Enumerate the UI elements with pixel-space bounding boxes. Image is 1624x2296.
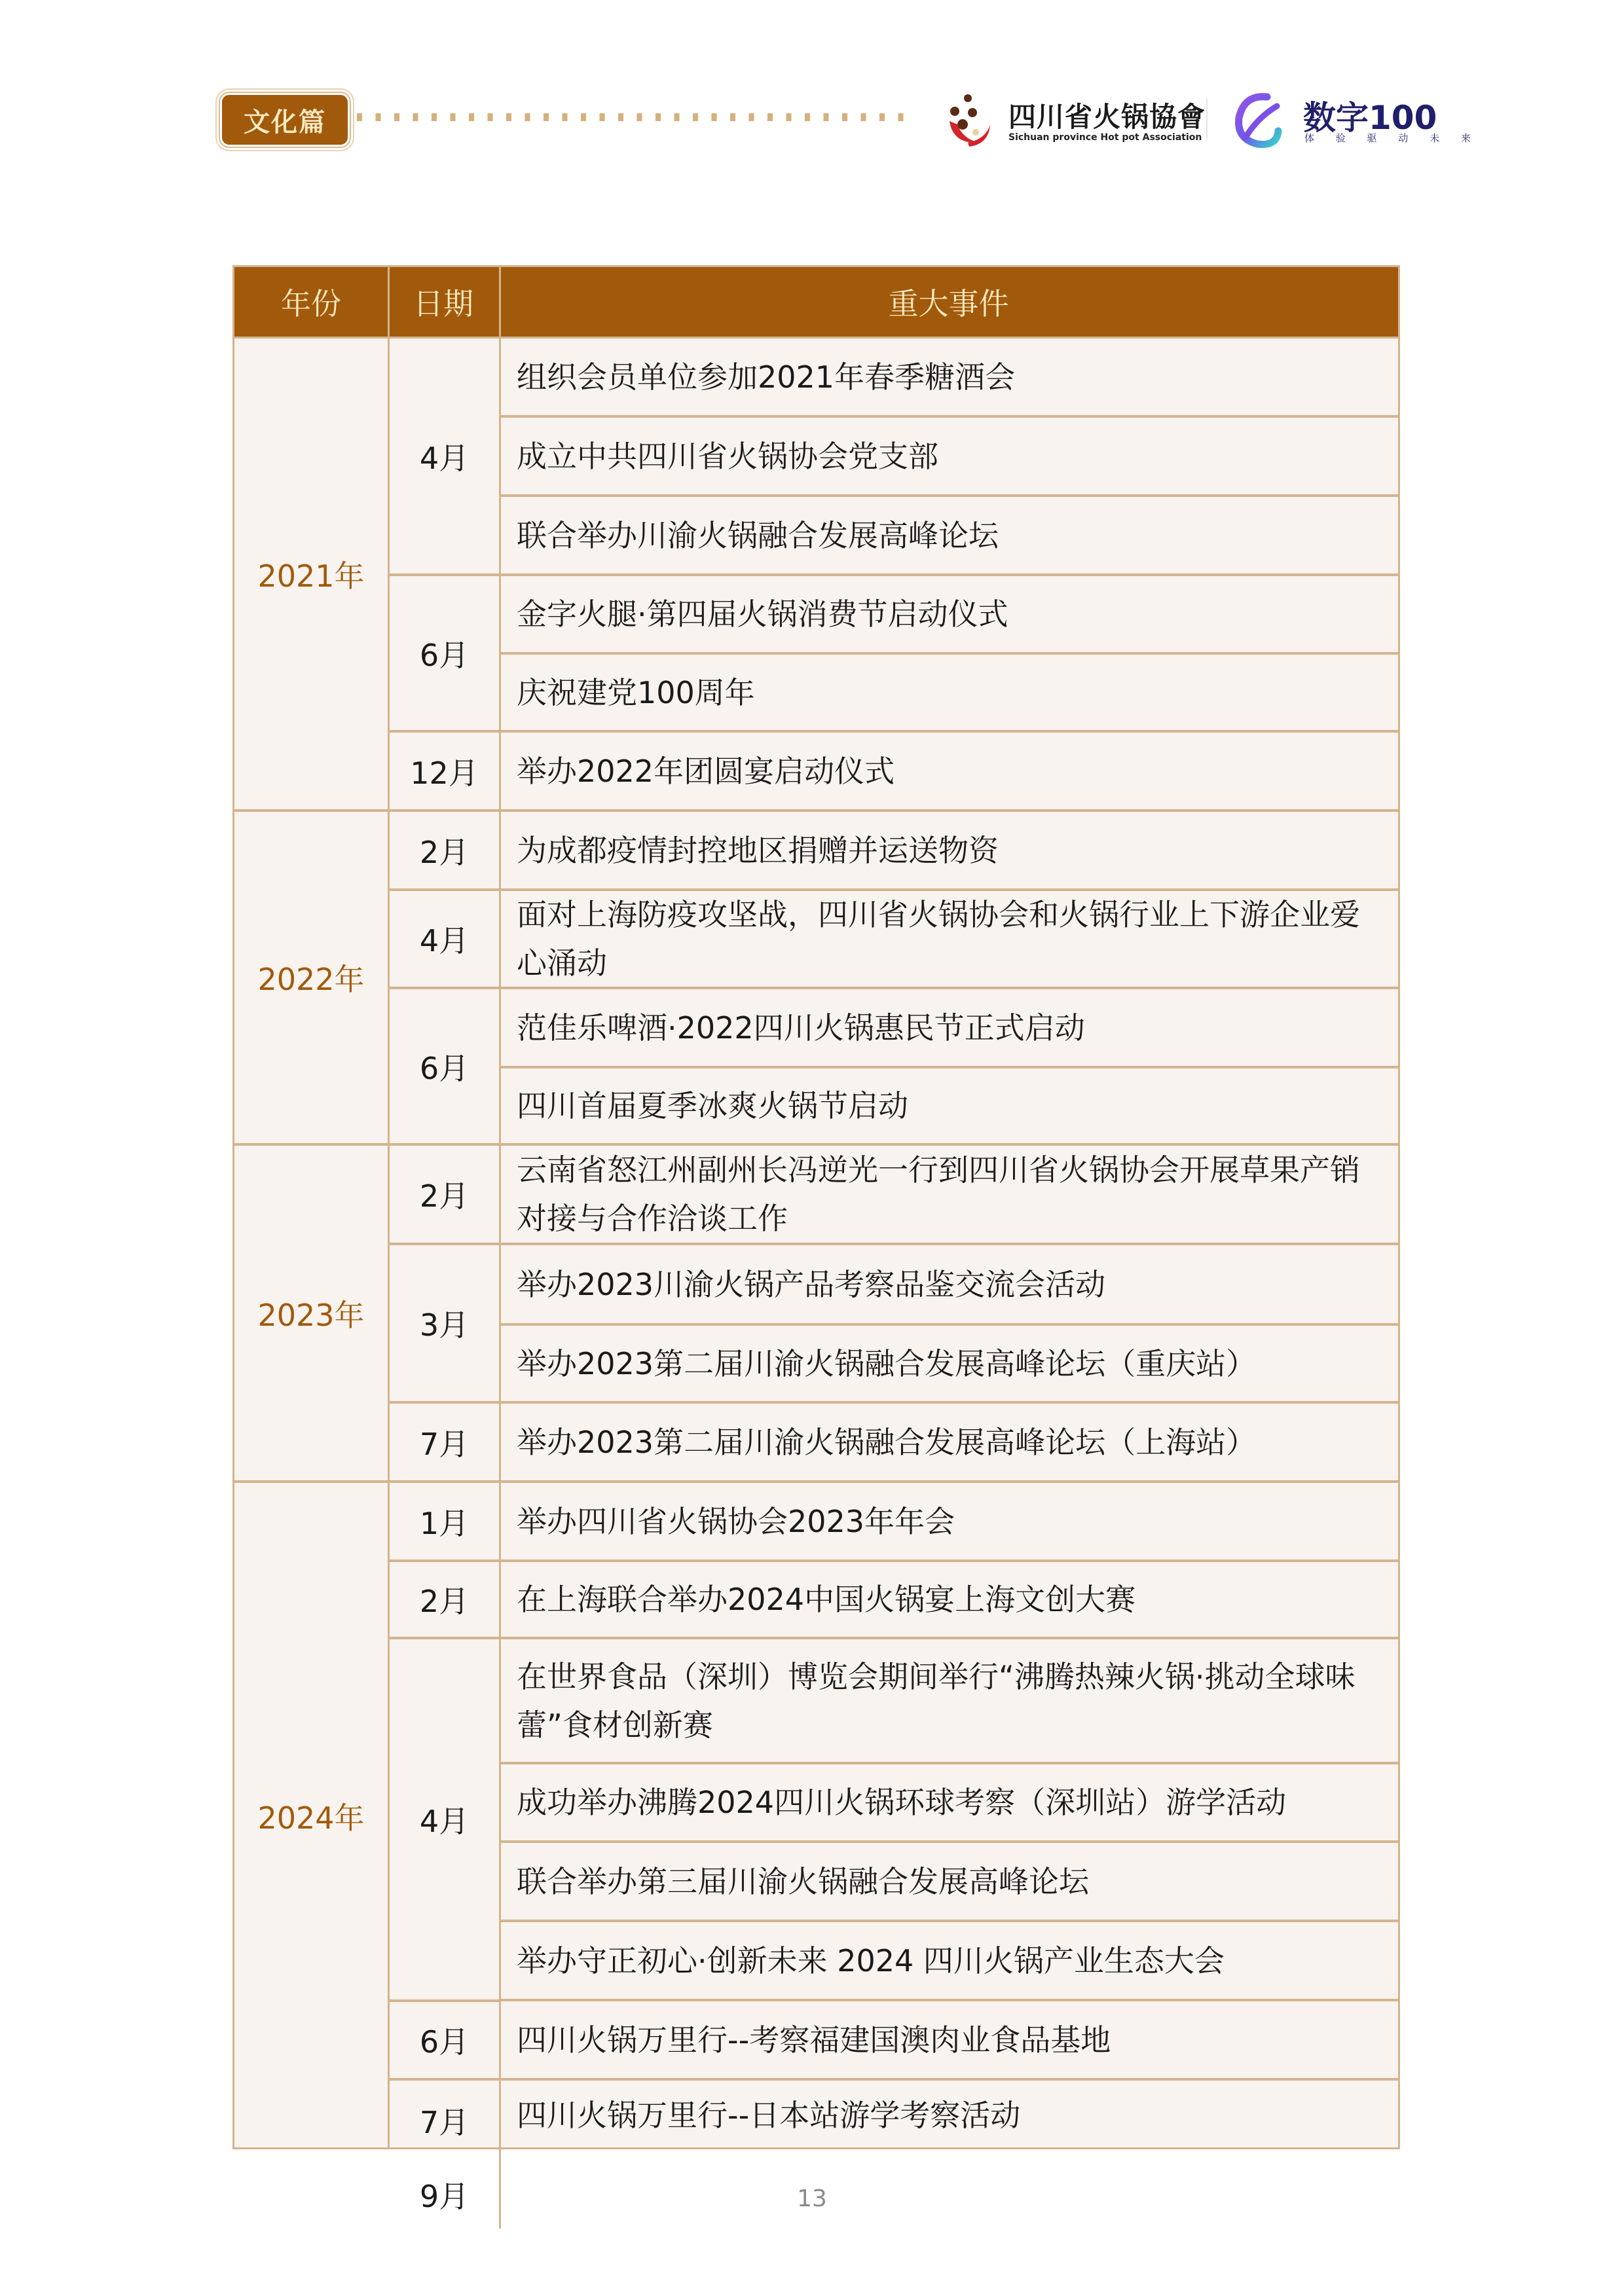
month-cell: 12月 <box>390 733 501 812</box>
month-cell: 4月 <box>390 338 501 576</box>
association-logo <box>943 92 1206 148</box>
month-cell: 4月 <box>390 891 501 989</box>
column-header-year: 年份 <box>234 267 390 337</box>
month-cell: 2月 <box>390 1562 501 1639</box>
digital100-slogan: 体 验 驱 动 未 来 <box>1304 132 1480 144</box>
event-cell: 举办2023川渝火锅产品考察品鉴交流会活动 <box>501 1245 1398 1326</box>
year-cell: 2023年 <box>234 1146 390 1483</box>
logo-separator <box>1206 98 1208 139</box>
event-cell: 举办四川省火锅协会2023年年会 <box>501 1483 1398 1562</box>
month-cell: 6月 <box>390 576 501 733</box>
page-number: 13 <box>797 2185 827 2212</box>
table-header <box>232 265 1400 338</box>
event-cell: 联合举办川渝火锅融合发展高峰论坛 <box>501 497 1398 576</box>
event-cell: 为成都疫情封控地区捐赠并运送物资 <box>501 812 1398 891</box>
event-cell: 组织会员单位参加2021年春季糖酒会 <box>501 338 1398 418</box>
month-cell: 7月 <box>390 2081 501 2160</box>
event-cell: 在世界食品（深圳）博览会期间举行“沸腾热辣火锅·挑动全球味蕾”食材创新赛 <box>501 1639 1398 1764</box>
month-cell: 6月 <box>390 2002 501 2081</box>
digital100-name: 数字100 <box>1303 99 1437 137</box>
event-cell: 面对上海防疫攻坚战，四川省火锅协会和火锅行业上下游企业爱心涌动 <box>501 891 1398 989</box>
year-cell: 2022年 <box>234 812 390 1146</box>
event-cell: 庆祝建党100周年 <box>501 655 1398 733</box>
event-cell: 在上海联合举办2024中国火锅宴上海文创大赛 <box>501 1562 1398 1639</box>
month-cell: 4月 <box>390 1639 501 2002</box>
month-cell: 1月 <box>390 1483 501 1562</box>
month-cell: 2月 <box>390 812 501 891</box>
event-cell: 举办2023第二届川渝火锅融合发展高峰论坛（上海站） <box>501 1404 1398 1483</box>
event-cell: 四川首届夏季冰爽火锅节启动 <box>501 1068 1398 1146</box>
event-cell: 成立中共四川省火锅协会党支部 <box>501 418 1398 497</box>
month-cell: 7月 <box>390 1404 501 1483</box>
digital100-logo <box>1231 90 1480 149</box>
association-name-cn: 四川省火锅協會 <box>1008 101 1206 133</box>
column-header-event: 重大事件 <box>888 286 1009 321</box>
event-cell: 四川火锅万里行--日本站游学考察活动 <box>517 2097 1021 2133</box>
section-label: 文化篇 <box>220 93 350 147</box>
event-cell: 举办2023第二届川渝火锅融合发展高峰论坛（重庆站） <box>501 1326 1398 1404</box>
month-cell: 9月 <box>390 2160 501 2229</box>
event-cell: 四川火锅万里行--考察福建国澳肉业食品基地 <box>501 2001 1398 2081</box>
month-cell: 6月 <box>390 989 501 1146</box>
event-cell: 联合举办第三届川渝火锅融合发展高峰论坛 <box>501 1843 1398 1922</box>
event-cell: 范佳乐啤酒·2022四川火锅惠民节正式启动 <box>501 989 1398 1068</box>
event-cell: 金字火腿·第四届火锅消费节启动仪式 <box>501 576 1398 655</box>
column-header-date: 日期 <box>388 267 501 337</box>
year-cell: 2024年 <box>234 1483 390 2149</box>
event-cell: 举办2022年团圆宴启动仪式 <box>501 733 1398 812</box>
dotted-divider <box>357 113 907 121</box>
association-name-en: Sichuan province Hot pot Association <box>1008 132 1202 143</box>
month-cell: 3月 <box>390 1245 501 1404</box>
year-cell: 2021年 <box>234 338 390 812</box>
event-cell: 云南省怒江州副州长冯逆光一行到四川省火锅协会开展草果产销对接与合作洽谈工作 <box>501 1146 1398 1245</box>
event-cell: 成功举办沸腾2024四川火锅环球考察（深圳站）游学活动 <box>501 1764 1398 1843</box>
month-cell: 2月 <box>390 1146 501 1245</box>
event-cell: 举办守正初心·创新未来 2024 四川火锅产业生态大会 <box>501 1922 1398 2001</box>
panda-chili-icon <box>943 92 995 148</box>
orbit-logo-icon <box>1231 92 1290 148</box>
